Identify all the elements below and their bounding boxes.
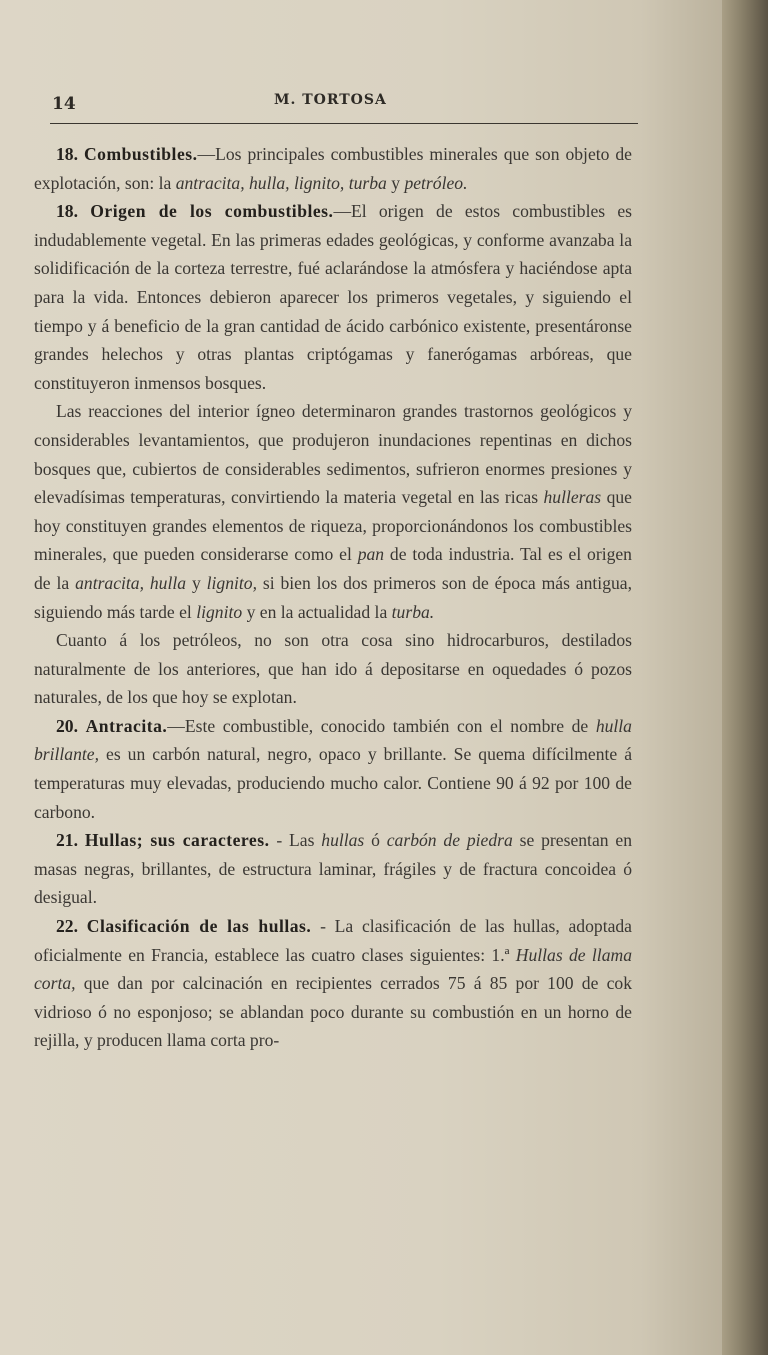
section-title: Hullas; sus caracteres. [84, 830, 270, 851]
text-run: —El origen de estos combustibles es indudablemente vegetal. En las primeras edades geológicas, y conforme avanzaba la solidificación de la corteza terrestre, fué aclarándose la atmósfera y haciéndose apta para la vida. Entonces debieron aparecer los primeros vegetales, y siguiendo el tiempo y á beneficio de la gran cantidad de ácido carbónico existente, presentáronse grandes helechos y otras plantas criptógamas y fanerógamas arbóreas, que constituyeron inmensos bosques. [34, 201, 632, 393]
italic-term: lignito, [206, 572, 257, 593]
section-number: 20. [56, 715, 78, 736]
italic-term: hulleras [543, 487, 602, 508]
italic-term: antracita, hulla [75, 572, 187, 593]
text-run: - Las [269, 830, 322, 851]
section-number: 21. [56, 830, 78, 851]
section-number: 22. [56, 916, 78, 937]
text-run: ó [364, 830, 387, 851]
page-number: 14 [52, 94, 76, 114]
italic-term: turba. [391, 601, 435, 622]
section-number: 18. [56, 144, 78, 164]
text-run: si bien los dos primeros son de época más antigua, siguiendo más tarde el [34, 572, 632, 622]
italic-term: antracita, hulla, lignito, turba [175, 172, 387, 193]
section-title: Antracita. [85, 715, 168, 736]
text-run: —Este combustible, conocido también con el nombre de [167, 715, 596, 736]
running-head: M. TORTOSA [274, 92, 387, 108]
text-run: de toda industria. Tal es el origen de la [34, 544, 632, 593]
section-paragraph [34, 826, 632, 912]
page-header [52, 88, 634, 116]
section-paragraph [34, 197, 632, 397]
italic-term: hullas [321, 830, 365, 851]
text-run: se presentan en masas negras, brillantes, de estructura laminar, frágiles y de fractura concoidea ó desigual. [34, 830, 632, 908]
italic-term: carbón de piedra [386, 830, 513, 851]
page-edge [722, 0, 768, 1355]
italic-term: pan [357, 544, 385, 565]
text-run: que hoy constituyen grandes elementos de riqueza, proporcionándonos los combustibles minerales, que pueden considerarse como el [34, 487, 632, 565]
italic-term: hulla brillante, [34, 715, 632, 765]
text-run: —Los principales combustibles minerales que son objeto de explotación, son: la [34, 144, 632, 193]
text-run: y [386, 172, 405, 193]
paragraph [34, 397, 632, 626]
italic-term: Hullas de llama corta, [34, 944, 632, 994]
body-text [34, 140, 632, 1055]
text-run: Las reacciones del interior ígneo determinaron grandes trastornos geológicos y considerables levantamientos, que produjeron inundaciones repentinas en dichos bosques que, cubiertos de considerables sedimentos, sufrieron enormes presiones y elevadísimas temperaturas, convirtiendo la materia vegetal en las ricas [34, 401, 632, 508]
header-rule [50, 123, 638, 124]
section-title: Combustibles. [83, 144, 198, 164]
section-title: Clasificación de las hullas. [86, 916, 312, 937]
text-run: - La clasificación de las hullas, adoptada oficialmente en Francia, establece las cuatro clases siguientes: 1.ª [34, 916, 632, 965]
italic-term: lignito [196, 601, 243, 622]
text-run: y en la actualidad la [242, 601, 392, 622]
section-number: 18. [56, 201, 78, 222]
text-run: es un carbón natural, negro, opaco y brillante. Se quema difícilmente á temperaturas muy elevadas, produciendo mucho calor. Contiene 90 á 92 por 100 de carbono. [34, 744, 632, 822]
italic-term: petróleo. [404, 172, 468, 193]
section-paragraph [34, 712, 632, 826]
section-paragraph [34, 912, 632, 1055]
text-run: que dan por calcinación en recipientes cerrados 75 á 85 por 100 de cok vidrioso ó no esponjoso; se ablandan poco durante su combustión en un horno de rejilla, y producen llama corta pro- [34, 973, 632, 1051]
text-run: y [186, 572, 207, 593]
text-run: Cuanto á los petróleos, no son otra cosa sino hidrocarburos, destilados naturalmente de los anteriores, que han ido á depositarse en oquedades ó pozos naturales, de los que hoy se explotan. [34, 630, 632, 708]
section-title: Origen de los combustibles. [90, 201, 334, 222]
section-paragraph [34, 140, 632, 197]
paragraph [34, 626, 632, 712]
